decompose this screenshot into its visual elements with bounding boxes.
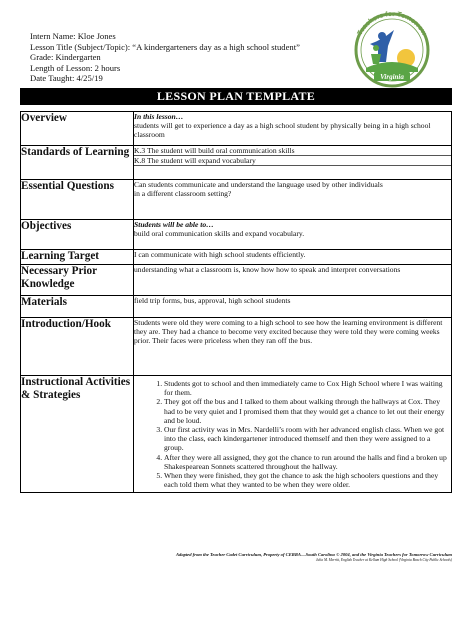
logo-banner-text: Virginia (380, 73, 404, 81)
lesson-title: Lesson Title (Subject/Topic): “A kindergarteners day as a high school student” (30, 41, 300, 52)
row-instructional-activities (21, 376, 452, 493)
intro-label: Introduction/Hook (21, 318, 134, 376)
objectives-lead: Students will be able to… (134, 220, 214, 229)
target-text: I can communicate with high school students efficiently. (134, 250, 452, 265)
row-essential-questions (21, 180, 452, 220)
instructional-label: Instructional Activities & Strategies (21, 376, 134, 493)
standards-content (134, 146, 452, 180)
instructional-content (134, 376, 452, 493)
overview-label: Overview (21, 112, 134, 146)
list-item: 2. They got off the bus and I talked to them about walking through the hallways at Cox. They had to be very quiet and I promised them that they would get a chance to let out their energy and be loud. (164, 397, 451, 425)
row-materials (21, 296, 452, 318)
overview-content (134, 112, 452, 146)
row-standards (21, 146, 452, 180)
prior-label: Necessary Prior Knowledge (21, 265, 134, 296)
grade: Grade: Kindergarten (30, 52, 101, 63)
row-introduction-hook (21, 318, 452, 376)
prior-text: understanding what a classroom is, know how how to speak and interpret conversations (134, 265, 452, 296)
list-item: 4. After they were all assigned, they got the chance to run around the halls and find a broken up Shakespearean Sonnets scattered throughout the hallway. (164, 453, 451, 471)
list-item: 1. Students got to school and then immediately came to Cox High School where I was waiting for them. (164, 379, 451, 397)
intro-text: Students were old they were coming to a high school to see how the learning environment is different they are. They had a chance to become very excited because they were told they were coming weeks prior. Their faces were priceless when they ran off the bus. (134, 318, 452, 376)
materials-label: Materials (21, 296, 134, 318)
objectives-text: build oral communication skills and expand vocabulary. (134, 229, 305, 239)
lesson-plan-table (20, 111, 452, 493)
overview-lead: In this lesson… (134, 112, 184, 121)
intern-name: Intern Name: Kloe Jones (30, 31, 116, 41)
instructional-steps (134, 379, 451, 489)
standards-label: Standards of Learning (21, 146, 134, 180)
materials-text: field trip forms, bus, approval, high school students (134, 296, 452, 318)
footer-attribution: Adapted from the Teacher Cadet Curriculum, Property of CERRA—South Carolina © 2004, and the Virginia Teachers for Tomorrow Curriculum (175, 552, 452, 557)
row-learning-target (21, 250, 452, 265)
page-title: LESSON PLAN TEMPLATE (20, 88, 452, 105)
logo-arc-text: Teachers for Tomorrow (356, 10, 428, 37)
objectives-label: Objectives (21, 220, 134, 250)
list-item: 3. Our first activity was in Mrs. Nardelli’s room with her advanced english class. When we got into the class, each kindergartener introduced themself and then they were assigned to a group. (164, 425, 451, 453)
date-taught: Date Taught: 4/25/19 (30, 73, 103, 84)
objectives-content (134, 220, 452, 250)
essential-label: Essential Questions (21, 180, 134, 220)
lesson-header (30, 31, 300, 84)
list-item: 5. When they were finished, they got the chance to ask the high schoolers questions and they each told them what they wanted to be when they were older. (164, 471, 451, 489)
row-overview (21, 112, 452, 146)
lesson-length: Length of Lesson: 2 hours (30, 62, 121, 73)
teachers-for-tomorrow-logo (340, 6, 444, 90)
standard-k3: K.3 The student will build oral communication skills (134, 146, 451, 156)
essential-content (134, 180, 452, 220)
page-footer (20, 552, 452, 563)
essential-line-1: Can students communicate and understand the language used by other individuals (134, 180, 383, 189)
overview-text: students will get to experience a day as a high school student by physically being in a high school classroom (134, 121, 431, 140)
row-prior-knowledge (21, 265, 452, 296)
essential-line-2: in a different classroom setting? (134, 189, 232, 199)
target-label: Learning Target (21, 250, 134, 265)
footer-author: Julia M. Merritt, English Teacher at Kellam High School (Virginia Beach City Public Schools) (315, 558, 452, 562)
standard-k8: K.8 The student will expand vocabulary (134, 156, 451, 166)
row-objectives (21, 220, 452, 250)
